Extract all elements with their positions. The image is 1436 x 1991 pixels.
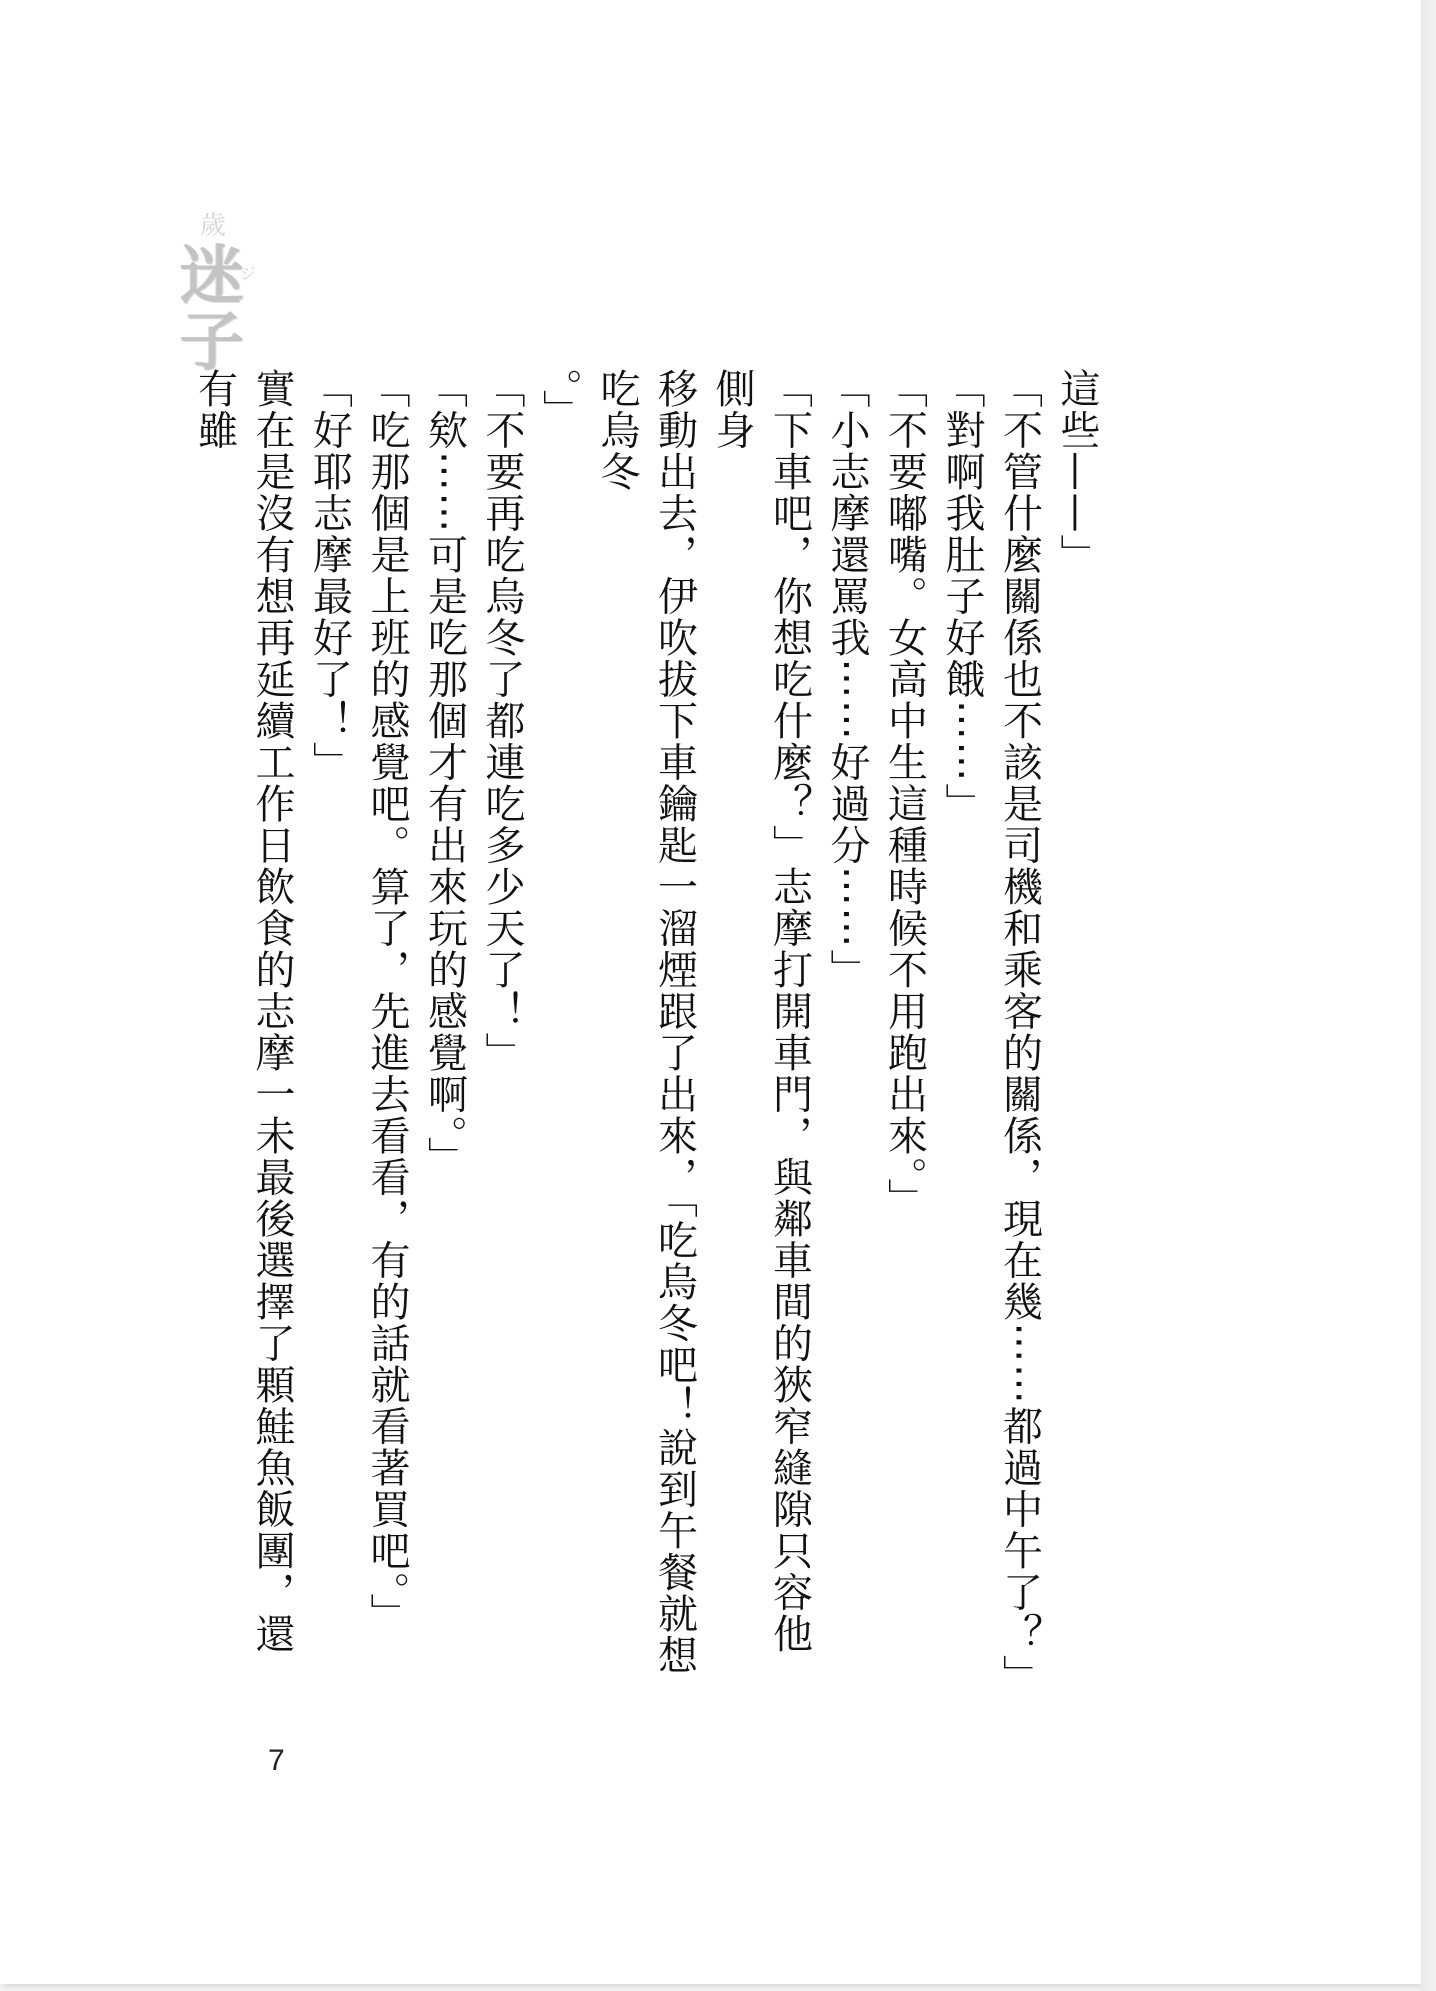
series-mark-small: 歲 [200, 211, 224, 241]
text-column: 「不要再吃烏冬了都連吃多少天了！」 [479, 368, 525, 1074]
vertical-text-body [191, 368, 1105, 1696]
text-column: 「下車吧，你想吃什麼？」志摩打開車門，與鄰車間的狹窄縫隙只容他側身 [709, 368, 813, 1655]
text-column: 「對啊我肚子好餓⋯⋯」 [939, 368, 985, 825]
series-title-mark [178, 205, 258, 380]
text-column: 「好耶志摩最好了！」 [306, 368, 353, 783]
text-column: 「小志摩還罵我⋯⋯好過分⋯⋯」 [824, 368, 870, 991]
series-title-char-1: 迷 [180, 239, 244, 314]
page-edge-shadow [1421, 0, 1436, 1991]
text-column: 「不管什麼關係也不該是司機和乘客的關係，現在幾⋯⋯都過中午了？」 [996, 368, 1043, 1696]
text-column: 「吃那個是上班的感覺吧。算了，先進去看看，有的話就看著買吧。」 [364, 368, 410, 1635]
text-column: 「不要嘟嘴。女高中生這種時候不用跑出來。」 [881, 368, 928, 1220]
text-column: 移動出去，伊吹拔下車鑰匙一溜煙跟了出來，「吃烏冬吧！說到午餐就想吃烏冬 [594, 368, 698, 1676]
text-column: 實在是沒有想再延續工作日飲食的志摩一未最後選擇了顆鮭魚飯團，還有雖 [191, 368, 295, 1655]
series-mark-tiny: ジ [240, 264, 257, 283]
page-number: 7 [268, 1744, 285, 1777]
text-column: 。」 [536, 368, 583, 431]
series-title-char-2: 子 [180, 305, 244, 380]
text-column: 「欸⋯⋯可是吃那個才有出來玩的感覺啊。」 [421, 368, 468, 1178]
text-column: 這些——」 [1054, 368, 1100, 576]
